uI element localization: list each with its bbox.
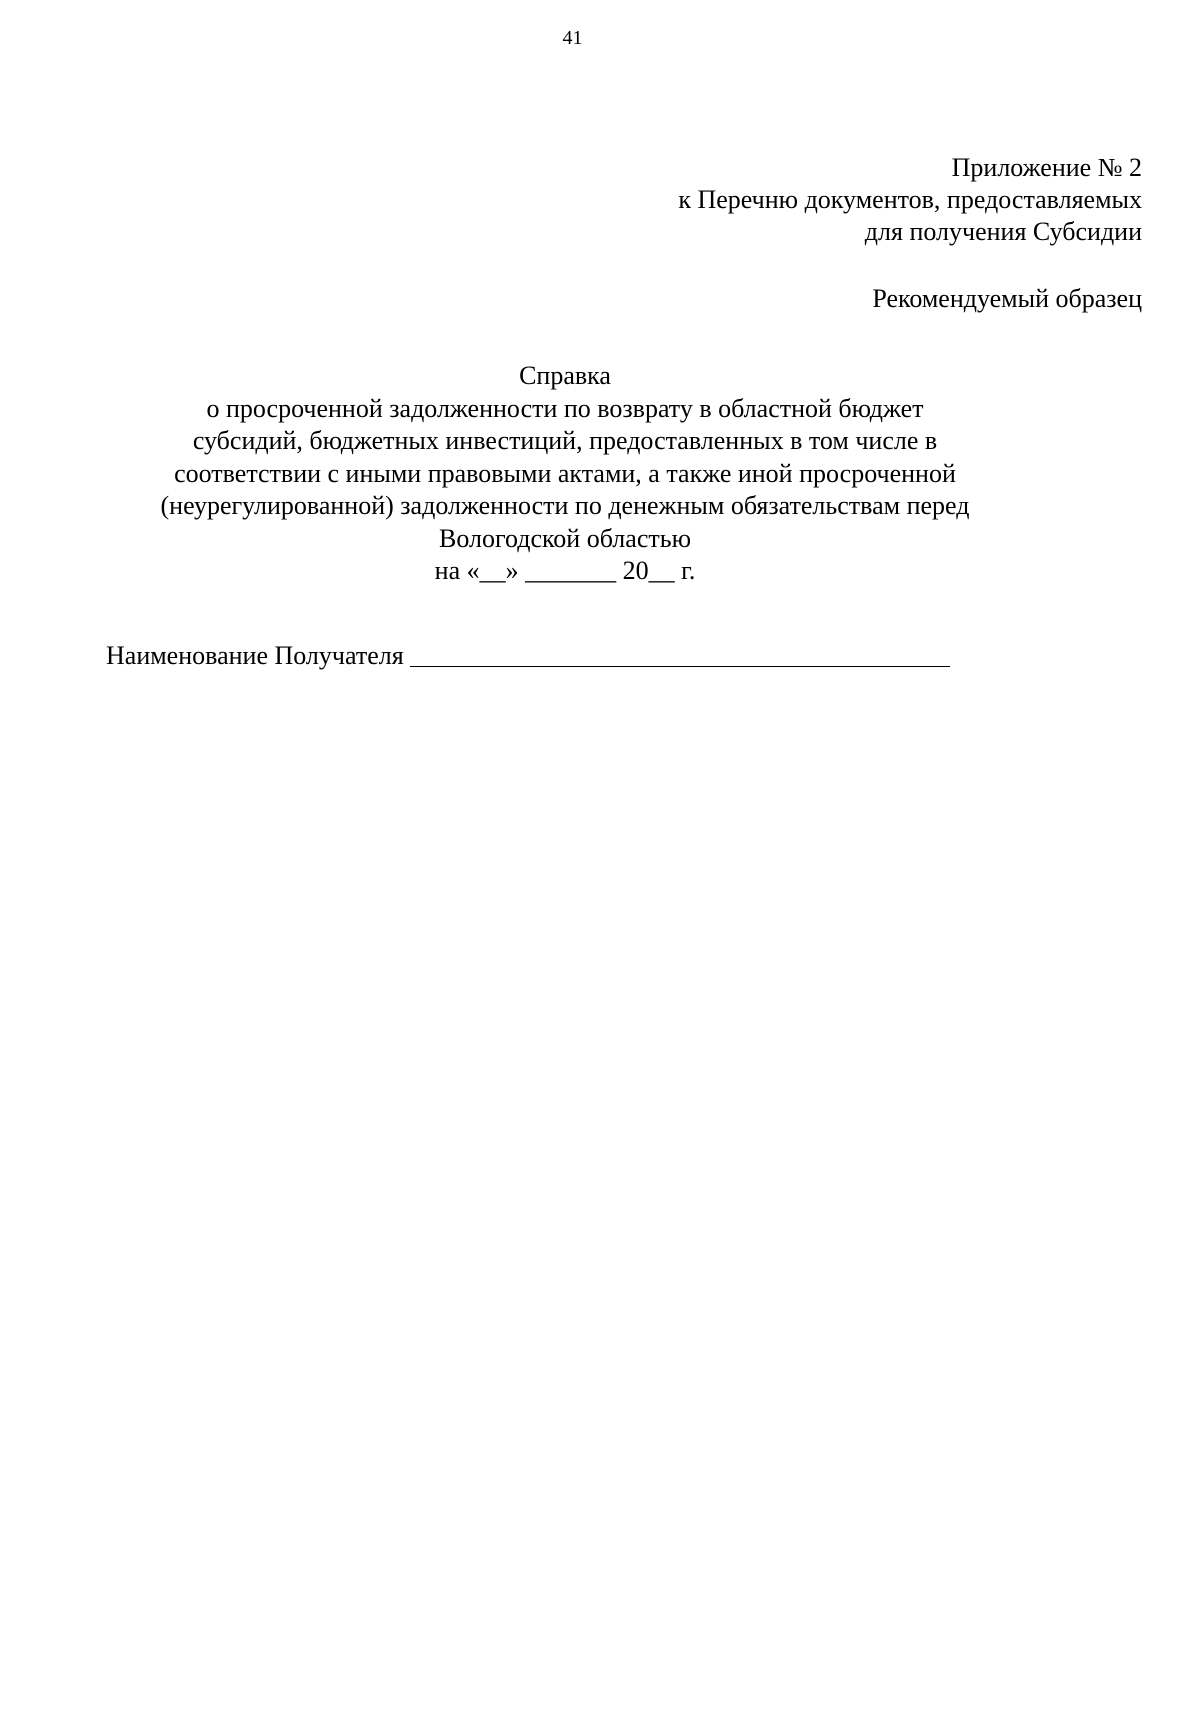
title-date-line: на «__» _______ 20__ г.: [434, 556, 696, 585]
title-line-2: субсидий, бюджетных инвестиций, предоставленных в том числе в: [192, 426, 938, 455]
title-line-5: Вологодской областью: [438, 523, 691, 553]
title-heading: Справка: [519, 361, 611, 390]
recipient-blank-line[interactable]: [410, 640, 950, 667]
page-number: 41: [562, 27, 583, 49]
appendix-line-3: для получения Субсидии: [864, 217, 1142, 246]
appendix-line-1: Приложение № 2: [951, 153, 1142, 182]
recipient-label: Наименование Получателя: [106, 641, 404, 670]
recipient-field: [106, 640, 950, 672]
recommended-sample-label: Рекомендуемый образец: [872, 284, 1142, 313]
title-line-3: соответствии с иными правовыми актами, а также иной просроченной: [174, 458, 956, 488]
title-line-1: о просроченной задолженности по возврату в областной бюджет: [206, 393, 924, 423]
title-line-4: (неурегулированной) задолженности по денежным обязательствам перед: [160, 491, 970, 520]
appendix-reference: [678, 152, 1142, 248]
document-title: [80, 360, 1050, 588]
appendix-line-2: к Перечню документов, предоставляемых: [678, 185, 1142, 214]
